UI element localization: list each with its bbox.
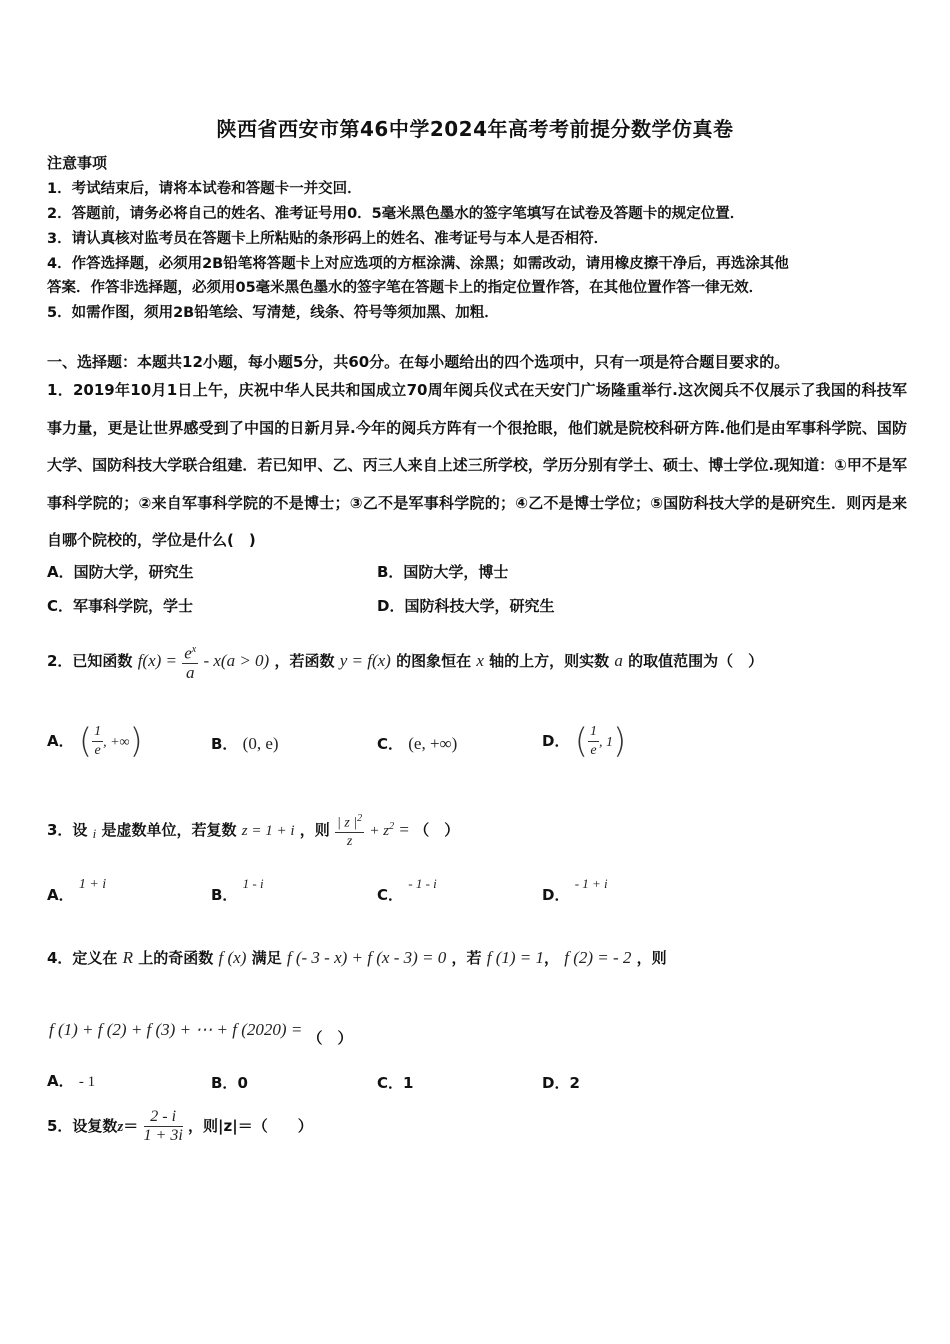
q2-optD-fraction [588, 723, 599, 760]
q2-function-lhs: f(x) = [137, 651, 177, 670]
question-3-option-a [47, 877, 107, 912]
q4-prefix: 4．定义在 [47, 949, 118, 967]
q4-optB-value: 0 [237, 1074, 248, 1092]
q4-optC-value: 1 [403, 1074, 414, 1092]
note-item: 5．如需作图，须用2B铅笔绘、写清楚，线条、符号等须加黑、加粗． [47, 305, 499, 321]
option-label: B． [211, 886, 238, 904]
q3-optC-value: - 1 - i [408, 876, 437, 891]
question-2-option-b [211, 722, 279, 766]
question-4-stem [47, 940, 667, 976]
q3-frac-den: z [346, 834, 353, 850]
question-4-option-d [542, 1072, 580, 1093]
question-2-option-d: D． ( $\frac{1}{e}$ , 1) [542, 721, 627, 762]
q2-mid1: ，若函数 [274, 652, 335, 670]
q3-prefix: 3．设 [47, 821, 88, 839]
q2-optA-tail: , +∞ [103, 735, 130, 750]
q2-tail: - x(a > 0) [203, 651, 270, 670]
question-3-option-c [377, 876, 437, 911]
q3-optB-value: 1 - i [242, 876, 264, 891]
q5-fraction [144, 1108, 183, 1145]
q4-end: ，则 [636, 949, 667, 967]
q3-fraction: $\frac{| z |^2}{z}$ [335, 810, 364, 852]
q5-prefix: 5．设复数 [47, 1117, 118, 1135]
question-2-option-a: A． ( $\frac{1}{e}$ , +∞) [47, 721, 143, 762]
q4-mid1: 上的奇函数 [138, 949, 214, 967]
q3-z-eq: z = 1 + i [241, 823, 295, 839]
section-heading: 一、选择题：本题共12小题，每小题5分，共60分。在每小题给出的四个选项中，只有一项是符合题目要求的。 [47, 353, 790, 371]
question-2-stem [47, 636, 763, 686]
option-label: B． [211, 735, 238, 753]
option-label: A． [47, 1072, 74, 1090]
option-label: C． [377, 735, 404, 753]
question-4-option-a [47, 1070, 95, 1091]
q3-end: （ ） [414, 821, 460, 839]
q4-mid3: ，若 [451, 949, 482, 967]
question-1-option-c: C．军事科学院，学士 [47, 597, 194, 615]
q4-fx: f (x) [218, 948, 247, 967]
question-5-stem [47, 1104, 313, 1149]
q4-R: R [122, 948, 134, 967]
question-3-option-d [542, 876, 608, 911]
q2-optD-tail: , 1 [598, 735, 613, 750]
q2-optB-value: (0, e) [242, 734, 279, 753]
q4-optA-value: - 1 [78, 1074, 96, 1090]
note-item: 4．作答选择题，必须用2B铅笔将答题卡上对应选项的方框涂满、涂黑；如需改动，请用橡皮擦干净后，再选涂其他 [47, 256, 789, 272]
q5-den: 1 + 3i [143, 1127, 183, 1144]
q2-optD-den: e [590, 743, 597, 758]
q2-optA-fraction [92, 723, 103, 760]
option-label: A． [47, 886, 74, 904]
option-label: D． [542, 1074, 570, 1092]
question-1-option-a: A．国防大学，研究生 [47, 563, 194, 581]
q4-sum-expr: f (1) + f (2) + f (3) + ⋯ + f (2020) = [49, 1020, 303, 1039]
q2-mid2: 的图象恒在 [396, 652, 472, 670]
q3-eq: = [399, 820, 409, 839]
q2-optC-value: (e, +∞) [408, 734, 458, 753]
q5-end: ，则|z|＝（ ） [188, 1117, 313, 1135]
question-4-option-b [211, 1072, 248, 1093]
q2-end: 的取值范围为（ ） [628, 652, 764, 670]
q2-x: x [476, 651, 484, 670]
q2-fraction [182, 641, 198, 682]
question-3-option-b [211, 876, 264, 911]
q2-optA-den: e [94, 743, 101, 758]
q5-num: 2 - i [144, 1108, 183, 1127]
note-item: 答案．作答非选择题，必须用05毫米黑色墨水的签字笔在答题卡上的指定位置作答，在其他位置作答一律无效． [47, 280, 764, 296]
q2-exp-sup: x [191, 644, 197, 656]
question-1-option-b: B．国防大学，博士 [377, 563, 509, 581]
q4-mid2: 满足 [251, 949, 282, 967]
q4-f2: f (2) = - 2 [564, 948, 632, 967]
q2-mid3: 轴的上方，则实数 [489, 652, 610, 670]
q3-frac-tail: + z [369, 823, 390, 839]
q4-sep: ， [544, 949, 560, 967]
question-1-text: 1．2019年10月1日上午，庆祝中华人民共和国成立70周年阅兵仪式在天安门广场隆重举行.这次阅兵不仅展示了我国的科技军事力量，更是让世界感受到了中国的日新月异.今年的阅兵方阵有一个很抢眼，他们就是院校科研方阵.他们是由军事科学院、国防大学、国防科技大学联合组建．若已知甲、乙、丙三人来自上述三所学校，学历分别有学士、硕士、博士学位.现知道：①甲不是军事科学院的；②来自军事科学院的不是博士；③乙不是军事科学院的；④乙不是博士学位；⑤国防科技大学的是研究生．则丙是来自哪个院校的，学位是什么( ) [47, 381, 907, 549]
q4-condition: f (- 3 - x) + f (x - 3) = 0 [286, 948, 447, 967]
question-3-stem: 3．设 i 是虚数单位，若复数 z = 1 + i ，则 $\frac{| z |^2}{z}$ + $z^2$ = （ ） [47, 797, 459, 864]
question-1-option-d: D．国防科技大学，研究生 [377, 597, 555, 615]
option-label: C． [377, 886, 404, 904]
q3-mid1: 是虚数单位，若复数 [101, 821, 237, 839]
q3-i: i [92, 826, 97, 841]
notes-heading: 注意事项 [47, 154, 108, 172]
q3-optA-value: 1 + i [78, 877, 107, 892]
q3-optD-value: - 1 + i [574, 876, 608, 891]
page-title: 陕西省西安市第46中学2024年高考考前提分数学仿真卷 [216, 117, 734, 141]
option-label: D． [542, 886, 570, 904]
option-label: D． [542, 732, 570, 750]
q3-mid2: ，则 [299, 821, 330, 839]
option-label: B． [211, 1074, 238, 1092]
q2-prefix: 2．已知函数 [47, 652, 133, 670]
q4-f1: f (1) = 1 [486, 948, 544, 967]
note-item: 3．请认真核对监考员在答题卡上所粘贴的条形码上的姓名、准考证号与本人是否相符． [47, 231, 609, 247]
option-label: A． [47, 732, 74, 750]
q4-sum-end: （ ） [307, 1029, 353, 1047]
q5-z: z [117, 1119, 124, 1135]
question-2-option-c [377, 722, 457, 766]
note-item: 2．答题前，请务必将自己的姓名、准考证号用0．5毫米黑色墨水的签字笔填写在试卷及答题卡的规定位置． [47, 206, 745, 222]
q3-frac-num: | z | [337, 815, 358, 831]
q5-eq: ＝ [123, 1117, 139, 1135]
q2-a: a [614, 651, 623, 670]
q2-optA-num: 1 [92, 723, 103, 742]
q2-optD-num: 1 [588, 723, 599, 742]
q2-exp-base: e [184, 643, 192, 663]
question-4-sum [49, 1012, 353, 1048]
q2-y-eq: y = f(x) [339, 651, 391, 670]
q2-den: a [185, 662, 195, 682]
q4-optD-value: 2 [569, 1074, 580, 1092]
option-label: C． [377, 1074, 404, 1092]
question-4-option-c [377, 1072, 413, 1093]
note-item: 1．考试结束后，请将本试卷和答题卡一并交回． [47, 181, 362, 197]
